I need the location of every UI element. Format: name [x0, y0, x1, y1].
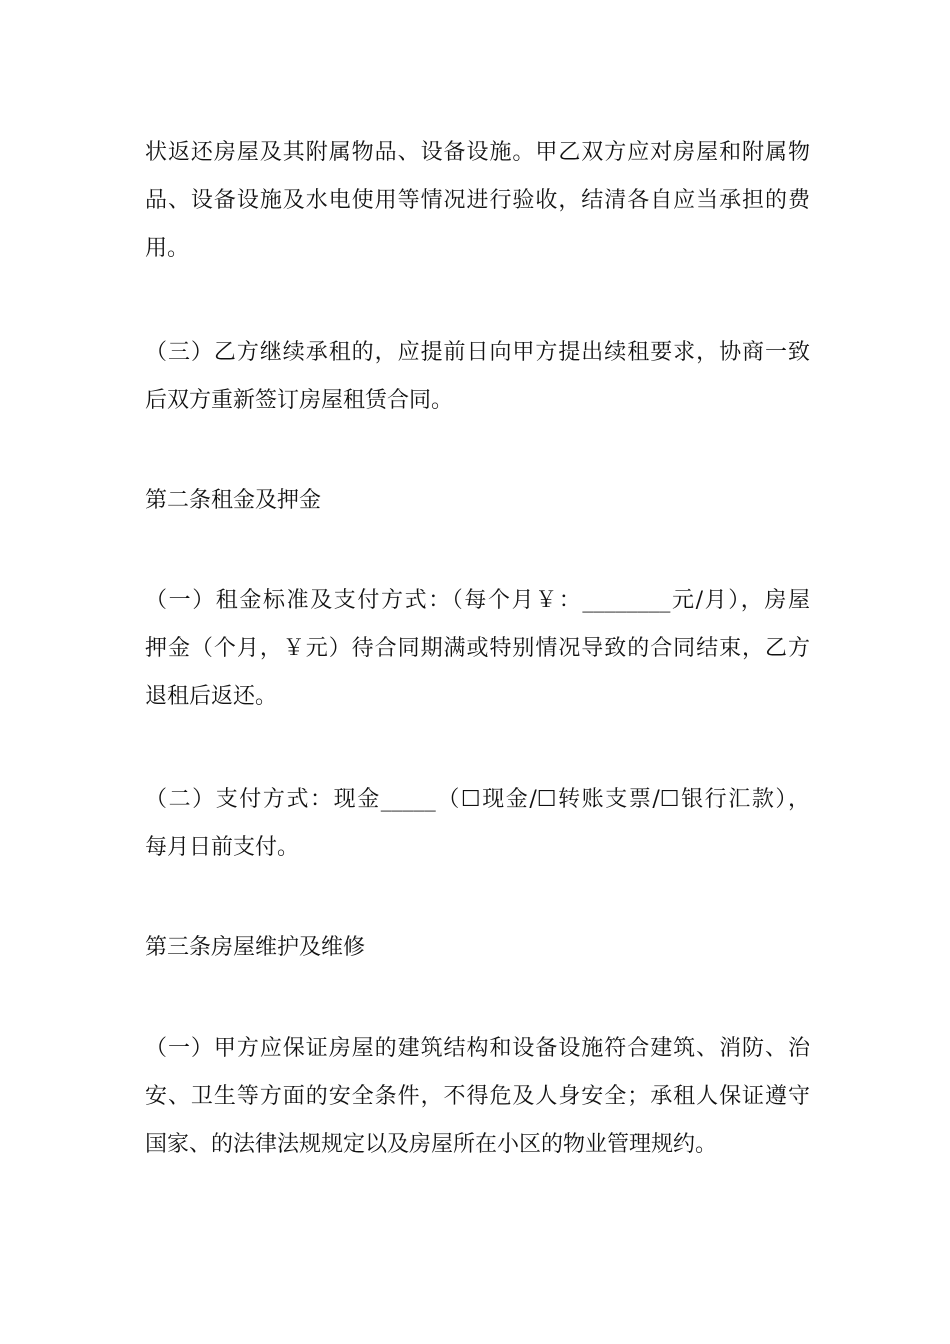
paragraph-line: （三）乙方继续承租的，应提前日向甲方提出续租要求，协商一致	[145, 340, 810, 365]
section-heading: 第二条租金及押金	[145, 488, 322, 513]
paragraph-line: （一）租金标准及支付方式：（每个月￥：________元/月），房屋	[145, 588, 810, 613]
paragraph-line: 后双方重新签订房屋租赁合同。	[145, 388, 454, 413]
section-heading: 第三条房屋维护及维修	[145, 935, 366, 960]
paragraph-line: 国家、的法律法规规定以及房屋所在小区的物业管理规约。	[145, 1132, 718, 1157]
paragraph-line: （二）支付方式：现金_____（☐现金/☐转账支票/☐银行汇款），	[145, 787, 810, 812]
paragraph-line: 押金（个月，￥元）待合同期满或特别情况导致的合同结束，乙方	[145, 636, 810, 661]
paragraph-line: （一）甲方应保证房屋的建筑结构和设备设施符合建筑、消防、治	[145, 1036, 810, 1061]
paragraph-line: 每月日前支付。	[145, 835, 300, 860]
paragraph-line: 退租后返还。	[145, 684, 278, 709]
paragraph-line: 状返还房屋及其附属物品、设备设施。甲乙双方应对房屋和附属物	[145, 140, 810, 165]
paragraph-line: 品、设备设施及水电使用等情况进行验收，结清各自应当承担的费	[145, 188, 810, 213]
paragraph-line: 安、卫生等方面的安全条件，不得危及人身安全；承租人保证遵守	[145, 1084, 810, 1109]
paragraph-line: 用。	[145, 236, 190, 261]
